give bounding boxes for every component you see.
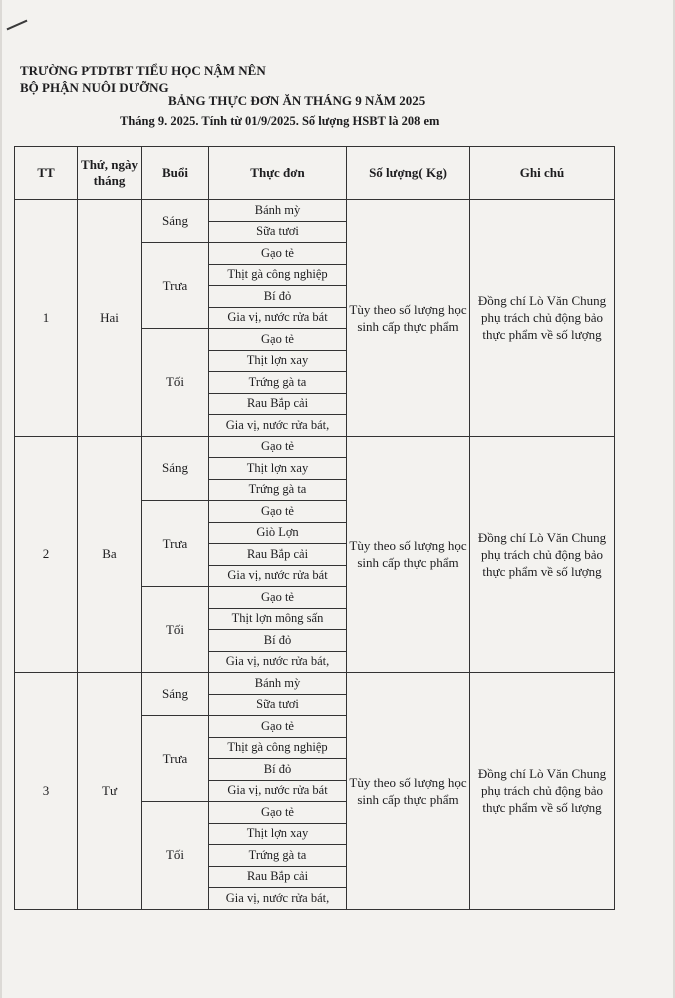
document-page [2, 0, 673, 998]
menu-item: Trứng gà ta [209, 479, 347, 501]
menu-item: Trứng gà ta [209, 845, 347, 867]
department-name: BỘ PHẬN NUÔI DƯỠNG [20, 80, 169, 95]
menu-item: Rau Bắp cải [209, 544, 347, 566]
menu-item: Gạo tẻ [209, 243, 347, 265]
menu-item: Gạo tẻ [209, 436, 347, 458]
header-tt: TT [15, 147, 78, 200]
menu-item: Sữa tươi [209, 221, 347, 243]
session-label: Tối [142, 587, 209, 673]
session-label: Trưa [142, 716, 209, 802]
quantity-note: Tùy theo số lượng học sinh cấp thực phẩm [347, 673, 470, 910]
day-name: Ba [78, 436, 142, 673]
school-name: TRƯỜNG PTDTBT TIỂU HỌC NẬM NÊN [20, 63, 266, 78]
menu-item: Bánh mỳ [209, 673, 347, 695]
header-note: Ghi chú [470, 147, 615, 200]
header-menu: Thực đơn [209, 147, 347, 200]
menu-item: Bí đỏ [209, 286, 347, 308]
session-label: Sáng [142, 436, 209, 501]
session-label: Trưa [142, 243, 209, 329]
menu-item: Gạo tẻ [209, 802, 347, 824]
menu-item: Rau Bắp cải [209, 393, 347, 415]
session-label: Sáng [142, 673, 209, 716]
table-header-row [15, 147, 615, 200]
menu-item: Bí đỏ [209, 630, 347, 652]
menu-item: Gia vị, nước rửa bát [209, 780, 347, 802]
day-number: 2 [15, 436, 78, 673]
responsibility-note: Đồng chí Lò Văn Chung phụ trách chủ động bảo thực phẩm về số lượng [470, 200, 615, 437]
menu-item: Gia vị, nước rửa bát, [209, 888, 347, 910]
menu-item: Bí đỏ [209, 759, 347, 781]
quantity-note: Tùy theo số lượng học sinh cấp thực phẩm [347, 200, 470, 437]
menu-item: Gạo tẻ [209, 501, 347, 523]
menu-item: Giò Lợn [209, 522, 347, 544]
menu-item: Thịt lợn mông sấn [209, 608, 347, 630]
page-title: BẢNG THỰC ĐƠN ĂN THÁNG 9 NĂM 2025 [168, 93, 426, 108]
menu-item: Thịt lợn xay [209, 350, 347, 372]
menu-item: Bánh mỳ [209, 200, 347, 222]
menu-item: Thịt gà công nghiệp [209, 737, 347, 759]
session-label: Sáng [142, 200, 209, 243]
table-row [15, 436, 615, 458]
menu-item: Rau Bắp cải [209, 866, 347, 888]
menu-item: Gia vị, nước rửa bát, [209, 415, 347, 437]
menu-item: Thịt lợn xay [209, 823, 347, 845]
menu-item: Gạo tẻ [209, 716, 347, 738]
header-quantity: Số lượng( Kg) [347, 147, 470, 200]
table-row [15, 200, 615, 222]
pen-mark [7, 20, 28, 31]
day-name: Tư [78, 673, 142, 910]
session-label: Tối [142, 329, 209, 437]
responsibility-note: Đồng chí Lò Văn Chung phụ trách chủ động bảo thực phẩm về số lượng [470, 673, 615, 910]
day-number: 1 [15, 200, 78, 437]
header-session: Buổi [142, 147, 209, 200]
table-row [15, 673, 615, 695]
menu-item: Trứng gà ta [209, 372, 347, 394]
menu-item: Gạo tẻ [209, 587, 347, 609]
menu-item: Gạo tẻ [209, 329, 347, 351]
header-day: Thứ, ngày tháng [78, 147, 142, 200]
session-label: Trưa [142, 501, 209, 587]
menu-item: Thịt gà công nghiệp [209, 264, 347, 286]
day-name: Hai [78, 200, 142, 437]
session-label: Tối [142, 802, 209, 910]
page-subtitle: Tháng 9. 2025. Tính từ 01/9/2025. Số lượng HSBT là 208 em [120, 114, 440, 128]
menu-item: Gia vị, nước rửa bát, [209, 651, 347, 673]
menu-item: Thịt lợn xay [209, 458, 347, 480]
responsibility-note: Đồng chí Lò Văn Chung phụ trách chủ động bảo thực phẩm về số lượng [470, 436, 615, 673]
quantity-note: Tùy theo số lượng học sinh cấp thực phẩm [347, 436, 470, 673]
menu-item: Gia vị, nước rửa bát [209, 307, 347, 329]
menu-item: Gia vị, nước rửa bát [209, 565, 347, 587]
day-number: 3 [15, 673, 78, 910]
menu-table [14, 146, 615, 910]
menu-item: Sữa tươi [209, 694, 347, 716]
